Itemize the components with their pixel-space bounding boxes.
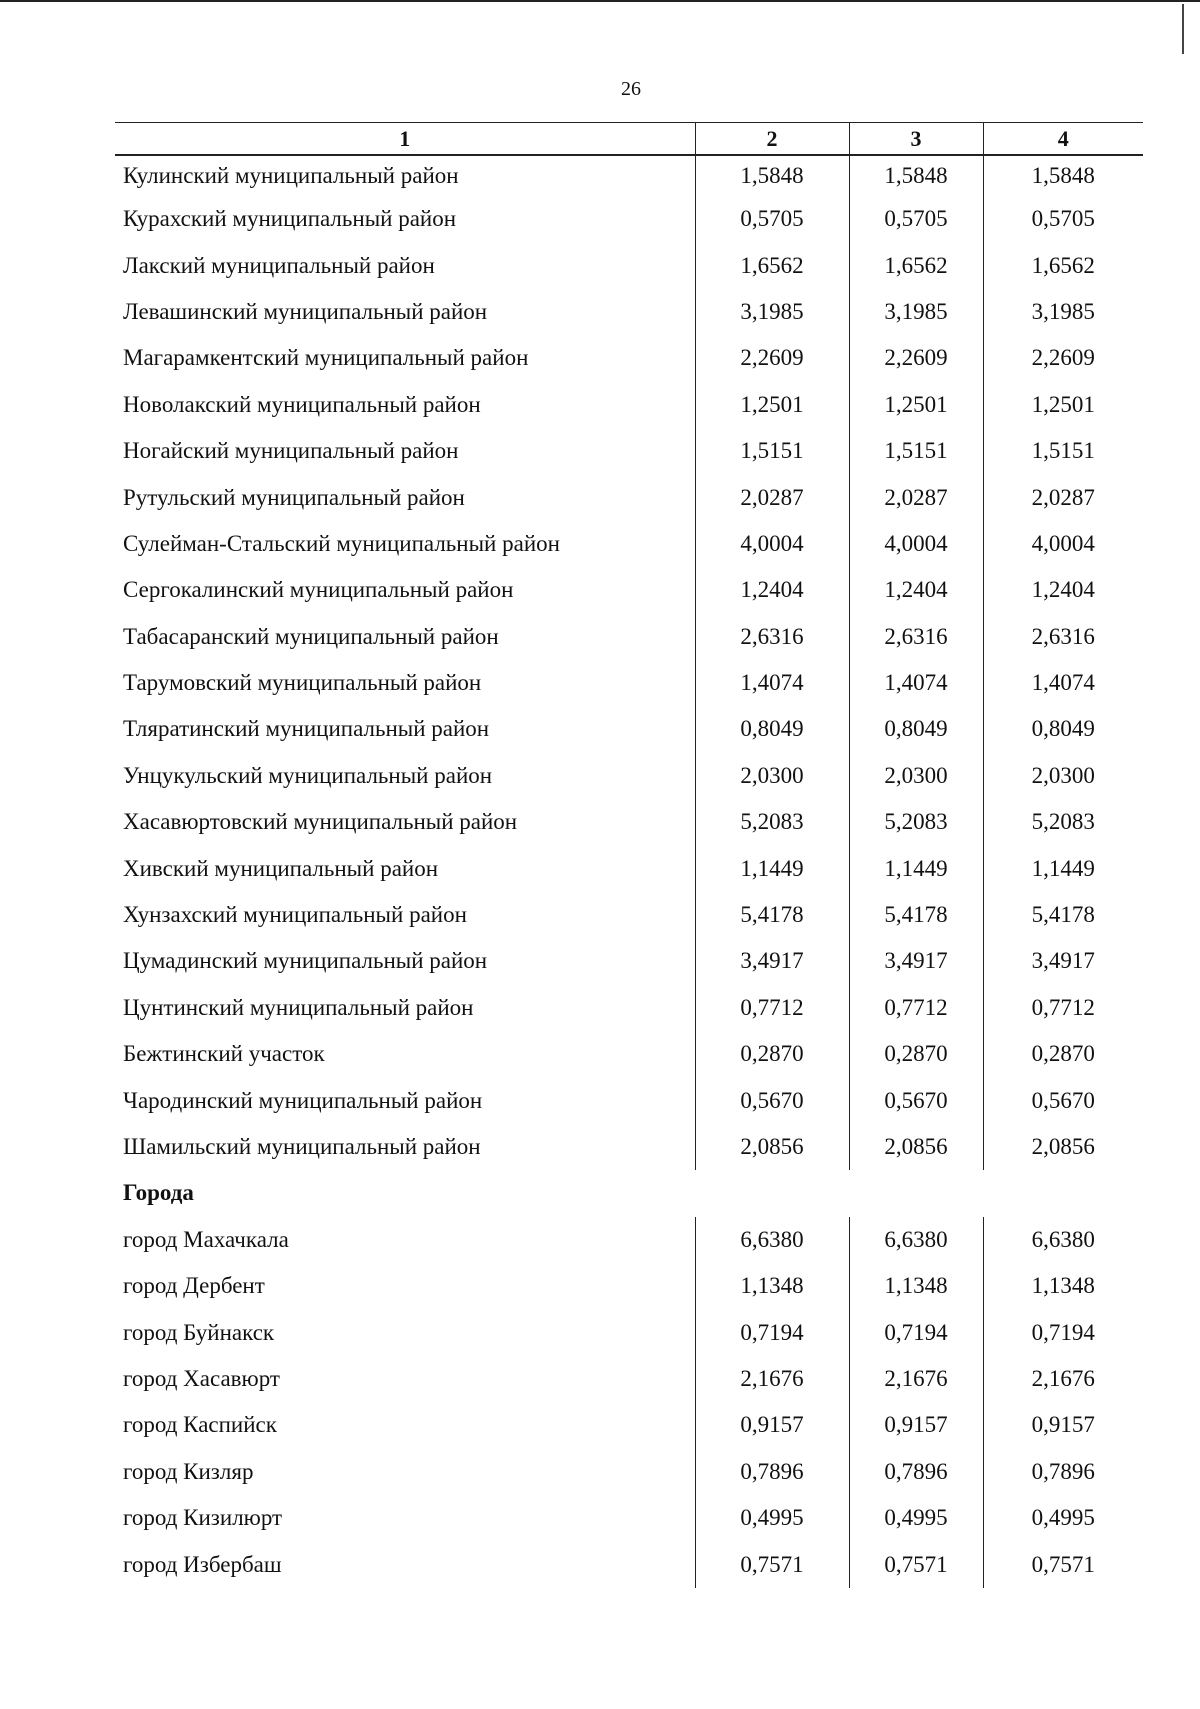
value-cell-col4: 5,2083 [983, 799, 1143, 845]
coefficients-table [115, 122, 1143, 1588]
value-cell-col4: 5,4178 [983, 892, 1143, 938]
value-cell-col4: 2,0287 [983, 474, 1143, 520]
value-cell-col2: 1,1348 [695, 1263, 849, 1309]
value-cell-col2: 1,5848 [695, 155, 849, 196]
value-cell-col3: 2,6316 [849, 614, 983, 660]
row-name: Новолакский муниципальный район [123, 391, 481, 417]
value-cell-col3: 1,2404 [849, 567, 983, 613]
value-cell-col4: 0,7571 [983, 1541, 1143, 1587]
value-cell-col2: 2,0300 [695, 753, 849, 799]
table-row [115, 660, 1143, 706]
value-cell-col3: 1,5848 [849, 155, 983, 196]
value-cell-col4: 3,1985 [983, 289, 1143, 335]
table-row [115, 845, 1143, 891]
table-row [115, 1541, 1143, 1587]
value-cell-col2: 0,7712 [695, 985, 849, 1031]
row-name: Лакский муниципальный район [123, 252, 435, 278]
table-row [115, 938, 1143, 984]
value-cell-col3: 0,8049 [849, 706, 983, 752]
value-cell-col3: 2,0287 [849, 474, 983, 520]
row-name: Хасавюртовский муниципальный район [123, 809, 518, 835]
value-cell-col3: 2,0300 [849, 753, 983, 799]
value-cell-col3: 0,7896 [849, 1449, 983, 1495]
value-cell-col3: 0,5705 [849, 196, 983, 242]
value-cell-col2: 1,6562 [695, 242, 849, 288]
value-cell-col3: 0,4995 [849, 1495, 983, 1541]
value-cell-col4: 1,4074 [983, 660, 1143, 706]
column-header-2: 2 [695, 123, 849, 156]
row-name: город Махачкала [123, 1226, 289, 1252]
value-cell-col4: 0,8049 [983, 706, 1143, 752]
value-cell-col4: 0,2870 [983, 1031, 1143, 1077]
row-name: Магарамкентский муниципальный район [123, 345, 529, 371]
value-cell-col2: 5,4178 [695, 892, 849, 938]
table-row [115, 799, 1143, 845]
value-cell-col4 [983, 1170, 1143, 1216]
value-cell-col3: 4,0004 [849, 521, 983, 567]
value-cell-col3: 0,9157 [849, 1402, 983, 1448]
value-cell-col4: 2,1676 [983, 1356, 1143, 1402]
section-header-row [115, 1170, 1143, 1216]
row-name: Хунзахский муниципальный район [123, 902, 467, 928]
value-cell-col4: 0,7194 [983, 1309, 1143, 1355]
table-row [115, 1449, 1143, 1495]
row-name: Цумадинский муниципальный район [123, 948, 488, 974]
value-cell-col4: 2,0300 [983, 753, 1143, 799]
value-cell-col3: 5,4178 [849, 892, 983, 938]
row-name: Тарумовский муниципальный район [123, 670, 482, 696]
value-cell-col2 [695, 1170, 849, 1216]
page-number: 26 [621, 78, 641, 100]
value-cell-col4: 4,0004 [983, 521, 1143, 567]
row-name: Курахский муниципальный район [123, 206, 457, 232]
value-cell-col2: 2,6316 [695, 614, 849, 660]
value-cell-col2: 2,0856 [695, 1124, 849, 1170]
value-cell-col2: 4,0004 [695, 521, 849, 567]
value-cell-col4: 2,6316 [983, 614, 1143, 660]
value-cell-col4: 2,2609 [983, 335, 1143, 381]
row-name: город Каспийск [123, 1412, 277, 1438]
value-cell-col4: 1,1348 [983, 1263, 1143, 1309]
row-name: Кулинский муниципальный район [123, 163, 459, 188]
value-cell-col3: 1,5151 [849, 428, 983, 474]
value-cell-col4: 1,5151 [983, 428, 1143, 474]
page-top-edge [0, 0, 1200, 2]
header-row [115, 123, 1143, 156]
row-name: Сулейман-Стальский муниципальный район [123, 530, 560, 556]
value-cell-col2: 3,1985 [695, 289, 849, 335]
section-title: Города [123, 1180, 194, 1206]
table-row [115, 196, 1143, 242]
value-cell-col4: 1,1449 [983, 845, 1143, 891]
value-cell-col2: 3,4917 [695, 938, 849, 984]
value-cell-col2: 1,5151 [695, 428, 849, 474]
row-name: город Буйнакск [123, 1319, 275, 1345]
row-name: Ногайский муниципальный район [123, 438, 459, 464]
table-row [115, 567, 1143, 613]
value-cell-col3: 1,1348 [849, 1263, 983, 1309]
value-cell-col2: 2,1676 [695, 1356, 849, 1402]
value-cell-col3: 2,2609 [849, 335, 983, 381]
value-cell-col4: 1,2501 [983, 382, 1143, 428]
value-cell-col3: 1,2501 [849, 382, 983, 428]
value-cell-col3: 3,4917 [849, 938, 983, 984]
table-row [115, 1077, 1143, 1123]
scan-margin-mark [1182, 4, 1184, 54]
value-cell-col3: 0,7194 [849, 1309, 983, 1355]
column-header-3: 3 [849, 123, 983, 156]
row-name: Шамильский муниципальный район [123, 1134, 481, 1159]
value-cell-col3: 1,1449 [849, 845, 983, 891]
value-cell-col2: 0,7571 [695, 1541, 849, 1587]
value-cell-col4: 1,5848 [983, 155, 1143, 196]
value-cell-col4: 0,7712 [983, 985, 1143, 1031]
value-cell-col2: 0,7194 [695, 1309, 849, 1355]
row-name: Бежтинский участок [123, 1041, 325, 1067]
value-cell-col4: 3,4917 [983, 938, 1143, 984]
value-cell-col2: 0,9157 [695, 1402, 849, 1448]
row-name: город Хасавюрт [123, 1365, 280, 1391]
table-row [115, 155, 1143, 196]
table-row [115, 382, 1143, 428]
column-header-4: 4 [983, 123, 1143, 156]
table-body [115, 155, 1143, 1588]
table-row [115, 706, 1143, 752]
row-name: город Кизляр [123, 1458, 254, 1484]
table-row [115, 1402, 1143, 1448]
row-name: Рутульский муниципальный район [123, 484, 465, 510]
table-row [115, 1217, 1143, 1263]
row-name: Сергокалинский муниципальный район [123, 577, 514, 603]
table-row [115, 1263, 1143, 1309]
table-row [115, 1031, 1143, 1077]
value-cell-col3: 6,6380 [849, 1217, 983, 1263]
table-row [115, 474, 1143, 520]
value-cell-col4: 0,5670 [983, 1077, 1143, 1123]
table-header [115, 123, 1143, 156]
table-row [115, 1124, 1143, 1170]
table-row [115, 521, 1143, 567]
column-header-1: 1 [115, 123, 695, 156]
table-row [115, 892, 1143, 938]
value-cell-col2: 0,7896 [695, 1449, 849, 1495]
value-cell-col4: 0,9157 [983, 1402, 1143, 1448]
value-cell-col2: 1,1449 [695, 845, 849, 891]
value-cell-col4: 1,6562 [983, 242, 1143, 288]
value-cell-col2: 0,5670 [695, 1077, 849, 1123]
row-name: город Избербаш [123, 1551, 282, 1577]
row-name: Чародинский муниципальный район [123, 1087, 483, 1113]
table-row [115, 335, 1143, 381]
table-row [115, 1495, 1143, 1541]
table-row [115, 1309, 1143, 1355]
value-cell-col2: 0,2870 [695, 1031, 849, 1077]
value-cell-col4: 2,0856 [983, 1124, 1143, 1170]
value-cell-col3 [849, 1170, 983, 1216]
value-cell-col2: 2,0287 [695, 474, 849, 520]
value-cell-col2: 5,2083 [695, 799, 849, 845]
value-cell-col3: 1,4074 [849, 660, 983, 706]
row-name: Цунтинский муниципальный район [123, 994, 474, 1020]
value-cell-col3: 1,6562 [849, 242, 983, 288]
value-cell-col4: 6,6380 [983, 1217, 1143, 1263]
value-cell-col2: 1,4074 [695, 660, 849, 706]
table-row [115, 428, 1143, 474]
value-cell-col4: 0,5705 [983, 196, 1143, 242]
row-name: Унцукульский муниципальный район [123, 762, 493, 788]
value-cell-col4: 1,2404 [983, 567, 1143, 613]
value-cell-col3: 2,0856 [849, 1124, 983, 1170]
value-cell-col2: 1,2404 [695, 567, 849, 613]
value-cell-col4: 0,4995 [983, 1495, 1143, 1541]
value-cell-col2: 0,4995 [695, 1495, 849, 1541]
table-row [115, 985, 1143, 1031]
value-cell-col2: 0,5705 [695, 196, 849, 242]
row-name: Левашинский муниципальный район [123, 298, 488, 324]
table-row [115, 242, 1143, 288]
value-cell-col3: 0,7571 [849, 1541, 983, 1587]
value-cell-col4: 0,7896 [983, 1449, 1143, 1495]
row-name: город Дербент [123, 1273, 265, 1299]
row-name: город Кизилюрт [123, 1505, 283, 1531]
table-row [115, 753, 1143, 799]
table-row [115, 614, 1143, 660]
table-row [115, 289, 1143, 335]
value-cell-col3: 0,2870 [849, 1031, 983, 1077]
value-cell-col3: 0,5670 [849, 1077, 983, 1123]
row-name: Хивский муниципальный район [123, 855, 439, 881]
row-name: Табасаранский муниципальный район [123, 623, 499, 649]
value-cell-col2: 0,8049 [695, 706, 849, 752]
value-cell-col3: 3,1985 [849, 289, 983, 335]
value-cell-col2: 2,2609 [695, 335, 849, 381]
value-cell-col2: 1,2501 [695, 382, 849, 428]
value-cell-col3: 0,7712 [849, 985, 983, 1031]
table-row [115, 1356, 1143, 1402]
value-cell-col3: 5,2083 [849, 799, 983, 845]
value-cell-col3: 2,1676 [849, 1356, 983, 1402]
row-name: Тляратинский муниципальный район [123, 716, 490, 742]
value-cell-col2: 6,6380 [695, 1217, 849, 1263]
